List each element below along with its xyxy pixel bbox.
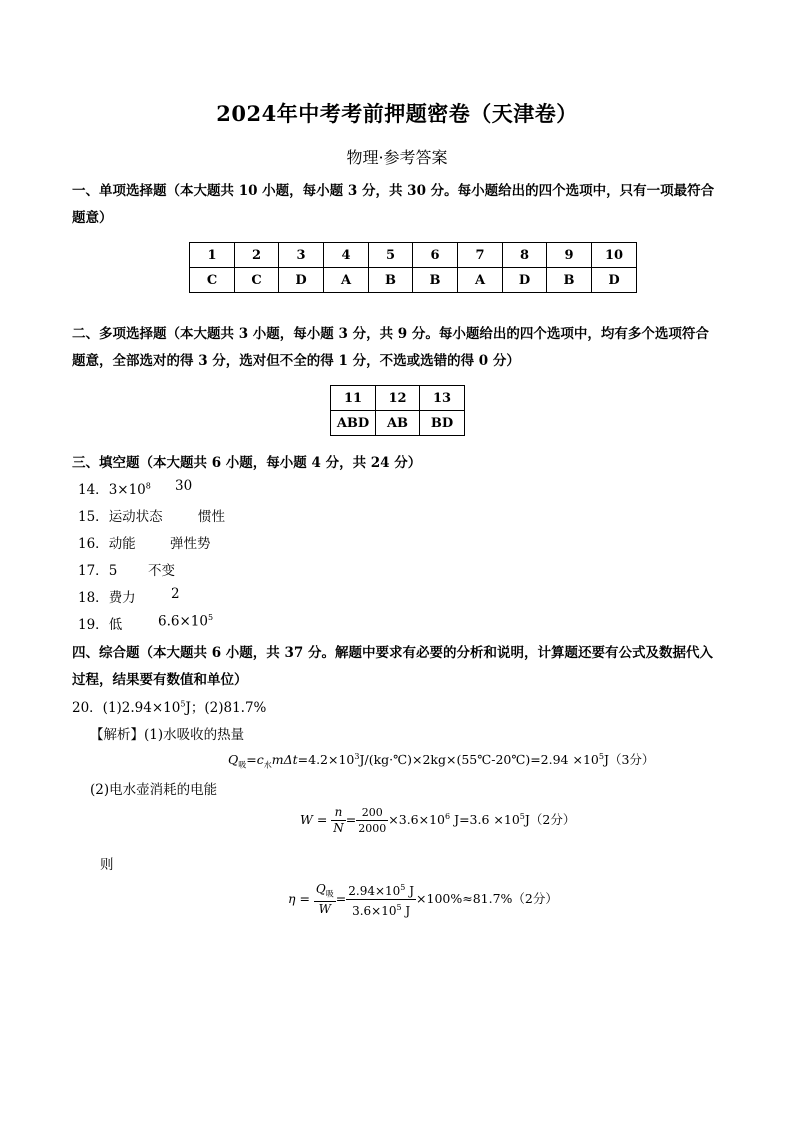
answer-1: 费力 [108, 590, 136, 606]
section1-heading-line2: 题意） [72, 210, 113, 226]
table-cell: 6 [413, 243, 458, 268]
table-cell: AB [376, 411, 420, 436]
eq-text: J=3.6 ×10 [450, 812, 520, 827]
eq-symbol: =c [246, 752, 264, 767]
page-subtitle: 物理·参考答案 [346, 148, 448, 167]
answer-1-exponent: 8 [145, 481, 151, 491]
section3-heading: 三、填空题（本大题共 6 小题，每小题 4 分，共 24 分） [72, 455, 422, 471]
eq-subscript: 吸 [238, 760, 247, 770]
q20-answer [72, 696, 266, 716]
list-item [78, 505, 225, 525]
fraction-numerator: 2.94×10 [348, 884, 401, 898]
item-number: 19． [78, 617, 109, 633]
equation-heat-absorbed [228, 750, 654, 771]
fraction [356, 805, 388, 836]
eq-subscript: 水 [263, 760, 272, 770]
table-cell: ABD [331, 411, 376, 436]
table-cell: BD [420, 411, 465, 436]
fraction-denominator: W [318, 902, 332, 917]
eq-exponent: 5 [396, 903, 402, 912]
analysis-text: (1)水吸收的热量 [144, 727, 245, 743]
eq-text: J（3分） [603, 752, 655, 767]
section2-answer-table [330, 385, 465, 436]
equation-electric-energy: W = $\frac{n}{N}$ = $\frac{200}{2000}$ $\times 3.6\times 10^6$ $J=3.6 \times 10^5J(2$分） [300, 805, 576, 835]
eq-exponent: 3 [354, 751, 360, 761]
table-cell: 12 [376, 386, 420, 411]
section1-answer-table [189, 242, 637, 293]
fraction-denominator: 2000 [358, 822, 387, 835]
eq-exponent: 5 [519, 811, 525, 821]
table-cell: 9 [547, 243, 592, 268]
answer-1: 低 [108, 617, 123, 633]
q20-answer-text: 20．(1)2.94×10 [72, 700, 181, 716]
answer-2: 6.6×10 [158, 613, 208, 630]
eq-exponent: 5 [598, 751, 604, 761]
answer-2: 30 [175, 478, 193, 494]
fraction [331, 805, 346, 836]
item-number: 14． [78, 482, 109, 498]
table-cell: 5 [369, 243, 413, 268]
list-item [78, 586, 180, 606]
fraction-numerator: n [331, 805, 346, 821]
item-number: 18． [78, 590, 109, 606]
answer-1: 动能 [108, 536, 136, 552]
answer-1: 3×10 [108, 482, 146, 498]
item-number: 15． [78, 509, 109, 525]
table-cell: 7 [458, 243, 503, 268]
fraction [346, 880, 416, 919]
answer-2-exponent: 5 [207, 613, 214, 622]
q20-then-text: 则 [100, 857, 114, 873]
eq-exponent: 6 [445, 811, 451, 821]
item-number: 17． [78, 563, 109, 579]
page-title: 2024年中考考前押题密卷（天津卷） [216, 101, 578, 126]
eq-unit: J [405, 884, 415, 898]
answer-1: 5 [108, 563, 118, 579]
eq-text: ×3.6×10 [388, 812, 445, 827]
table-cell: C [235, 268, 279, 293]
table-cell: D [592, 268, 637, 293]
list-item [78, 559, 175, 579]
equation-efficiency: η = $\frac{Q_吸}{W}$ = $\frac{2.94\times 10^5 J}{3.6\times 10^5 J}$ ×100%≈81.7%（2分） [288, 881, 558, 918]
table-cell: B [413, 268, 458, 293]
fraction-numerator: Q [315, 881, 326, 896]
analysis-label: 【解析】 [90, 727, 144, 743]
fraction [314, 882, 336, 917]
eq-symbol: mΔt [271, 752, 298, 767]
eq-symbol: η [288, 891, 296, 906]
list-item [78, 532, 211, 552]
q20-answer-text-end: J；(2)81.7% [185, 700, 267, 716]
section2-heading-line1: 二、多项选择题（本大题共 3 小题，每小题 3 分，共 9 分。每小题给出的四个选项中，均有多个选项符合 [72, 326, 709, 342]
table-cell: D [279, 268, 324, 293]
fraction-denominator: 3.6×10 [352, 904, 397, 918]
answer-2: 2 [171, 586, 180, 602]
eq-text: J/(kg·℃)×2kg×(55℃-20℃)=2.94 ×10 [359, 752, 599, 767]
eq-subscript: 吸 [325, 889, 334, 899]
answer-2: 弹性势 [170, 536, 211, 552]
table-row [331, 411, 465, 436]
answer-1: 运动状态 [108, 509, 163, 525]
eq-text: J（2分） [524, 812, 576, 827]
table-cell: 11 [331, 386, 376, 411]
q20-analysis [90, 723, 244, 743]
q20-answer-exponent: 5 [180, 699, 186, 709]
table-cell: 1 [190, 243, 235, 268]
fraction-numerator: 200 [356, 805, 388, 821]
table-cell: 4 [324, 243, 369, 268]
table-cell: B [547, 268, 592, 293]
section4-heading-line1: 四、综合题（本大题共 6 小题，共 37 分。解题中要求有必要的分析和说明，计算题还要有公式及数据代入 [72, 645, 713, 661]
table-cell: D [503, 268, 547, 293]
table-cell: A [324, 268, 369, 293]
table-cell: 2 [235, 243, 279, 268]
eq-symbol: Q [228, 752, 239, 767]
table-cell: 10 [592, 243, 637, 268]
table-cell: B [369, 268, 413, 293]
eq-exponent: 5 [400, 883, 406, 892]
eq-text: =4.2×10 [297, 752, 355, 767]
fraction-denominator: N [333, 821, 344, 835]
table-row [190, 243, 637, 268]
q20-part2-text: (2)电水壶消耗的电能 [90, 782, 218, 798]
table-cell: 3 [279, 243, 324, 268]
item-number: 16． [78, 536, 109, 552]
table-row [190, 268, 637, 293]
table-cell: 8 [503, 243, 547, 268]
table-cell: 13 [420, 386, 465, 411]
table-cell: C [190, 268, 235, 293]
table-cell: A [458, 268, 503, 293]
list-item [78, 478, 193, 498]
eq-symbol: W [300, 812, 313, 827]
answer-2: 惯性 [198, 509, 225, 525]
table-row [331, 386, 465, 411]
eq-unit: J [401, 904, 411, 918]
section4-heading-line2: 过程，结果要有数值和单位） [72, 672, 248, 688]
eq-text: ×100%≈81.7%（2分） [416, 891, 558, 906]
section1-heading-line1: 一、单项选择题（本大题共 10 小题，每小题 3 分，共 30 分。每小题给出的四个选项中，只有一项最符合 [72, 183, 715, 199]
section2-heading-line2: 题意，全部选对的得 3 分，选对但不全的得 1 分，不选或选错的得 0 分） [72, 353, 520, 369]
answer-2: 不变 [148, 563, 175, 579]
